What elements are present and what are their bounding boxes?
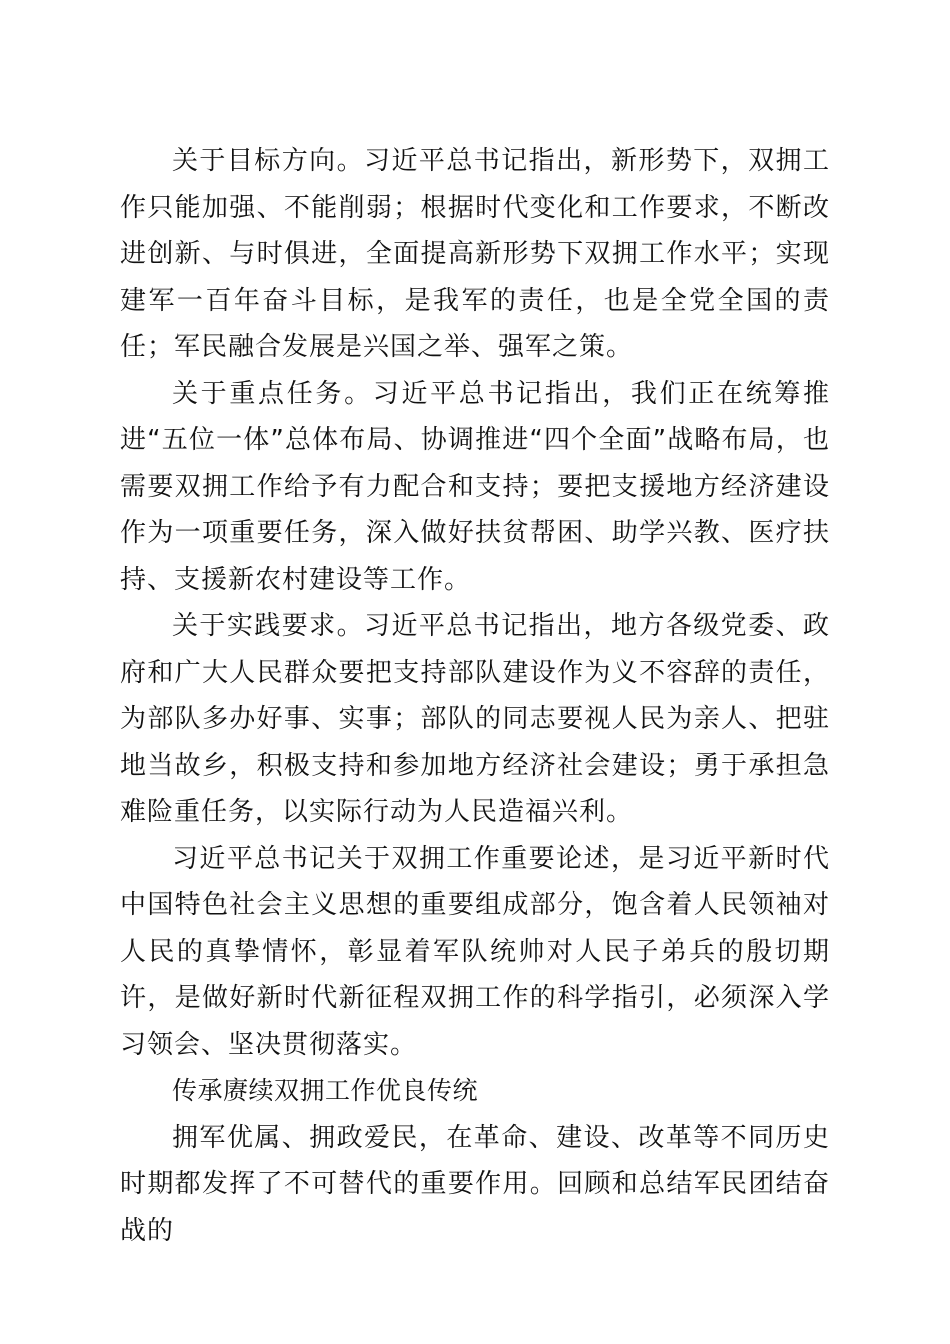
paragraph-practice-requirements: 关于实践要求。习近平总书记指出，地方各级党委、政府和广大人民群众要把支持部队建设作为义不容辞的责任，为部队多办好事、实事；部队的同志要视人民为亲人、把驻地当故乡，积极支持和参加地方经济社会建设；勇于承担急难险重任务，以实际行动为人民造福兴利。 xyxy=(120,611,830,827)
paragraph-summary: 习近平总书记关于双拥工作重要论述，是习近平新时代中国特色社会主义思想的重要组成部分，饱含着人民领袖对人民的真挚情怀，彰显着军队统帅对人民子弟兵的殷切期许，是做好新时代新征程双拥工作的科学指引，必须深入学习领会、坚决贯彻落实。 xyxy=(120,843,830,1060)
paragraph-target-direction: 关于目标方向。习近平总书记指出，新形势下，双拥工作只能加强、不能削弱；根据时代变化和工作要求，不断改进创新、与时俱进，全面提高新形势下双拥工作水平；实现建军一百年奋斗目标，是我军的责任，也是全党全国的责任；军民融合发展是兴国之举、强军之策。 xyxy=(120,146,830,362)
paragraph-key-tasks: 关于重点任务。习近平总书记指出，我们正在统筹推进“五位一体”总体布局、协调推进“四个全面”战略布局，也需要双拥工作给予有力配合和支持；要把支援地方经济建设作为一项重要任务，深入做好扶贫帮困、助学兴教、医疗扶持、支援新农村建设等工作。 xyxy=(120,378,830,595)
document-body xyxy=(120,138,830,1254)
paragraph-tradition: 拥军优属、拥政爱民，在革命、建设、改革等不同历史时期都发挥了不可替代的重要作用。回顾和总结军民团结奋战的 xyxy=(120,1122,830,1246)
section-heading: 传承赓续双拥工作优良传统 xyxy=(172,1076,479,1105)
